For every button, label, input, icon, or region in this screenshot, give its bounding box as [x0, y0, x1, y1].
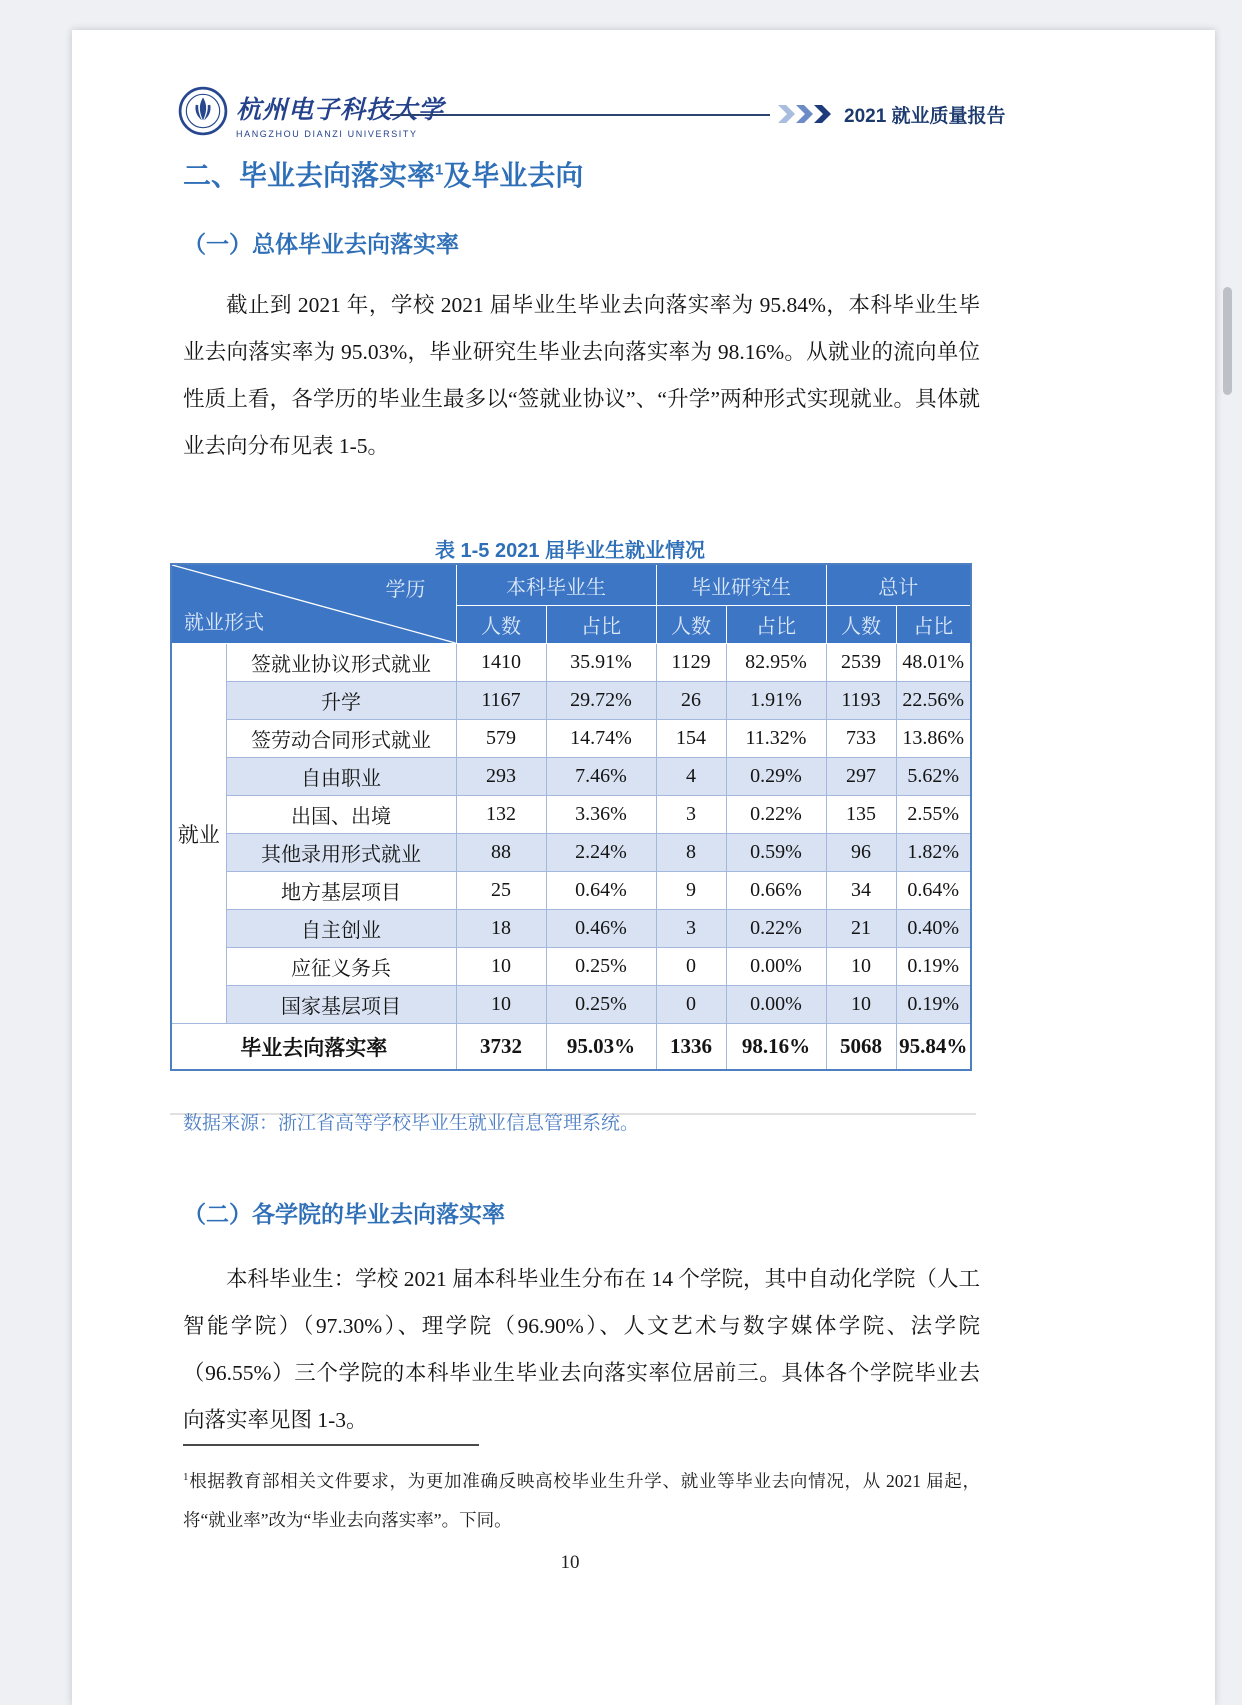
cell: 0.59% [726, 834, 826, 872]
column-group-postgrad: 毕业研究生 [656, 564, 826, 606]
cell: 2.24% [546, 834, 656, 872]
row-label: 地方基层项目 [226, 872, 456, 910]
cell: 297 [826, 758, 896, 796]
university-name-cn: 杭州电子科技大学 [236, 95, 445, 124]
footnote-text: 根据教育部相关文件要求，为更加准确反映高校毕业生升学、就业等毕业去向情况，从 2021 届起，将“就业率”改为“毕业去向落实率”。下同。 [183, 1470, 980, 1530]
table-row [171, 872, 971, 910]
cell: 7.46% [546, 758, 656, 796]
cell: 3 [656, 796, 726, 834]
section2-paragraph: 本科毕业生：学校 2021 届本科毕业生分布在 14 个学院，其中自动化学院（人工智能学院）（97.30%）、理学院（96.90%）、人文艺术与数字媒体学院、法学院（96.55%）三个学院的本科毕业生毕业去向落实率位居前三。具体各个学院毕业去向落实率见图 1-3。 [183, 1267, 980, 1432]
cell: 0.46% [546, 910, 656, 948]
table-row [171, 720, 971, 758]
row-label: 签就业协议形式就业 [226, 644, 456, 682]
cell: 0 [656, 986, 726, 1024]
row-label: 自主创业 [226, 910, 456, 948]
table-corner-cell [171, 564, 456, 644]
cell: 29.72% [546, 682, 656, 720]
subheader-count: 人数 [656, 606, 726, 644]
subheader-ratio: 占比 [546, 606, 656, 644]
section2-heading: （二）各学院的毕业去向落实率 [183, 1201, 505, 1227]
cell: 0.00% [726, 986, 826, 1024]
row-label: 出国、出境 [226, 796, 456, 834]
cell: 0.29% [726, 758, 826, 796]
subheader-ratio: 占比 [896, 606, 971, 644]
cell: 14.74% [546, 720, 656, 758]
footnote-reference: 1 [435, 161, 444, 179]
page-title-prefix: 二、毕业去向落实率 [183, 160, 436, 191]
cell: 4 [656, 758, 726, 796]
cell: 1129 [656, 644, 726, 682]
corner-label-education: 学历 [385, 579, 426, 601]
row-label: 签劳动合同形式就业 [226, 720, 456, 758]
cell: 0.25% [546, 986, 656, 1024]
cell: 154 [656, 720, 726, 758]
corner-label-employment-form: 就业形式 [184, 612, 264, 634]
header-divider [390, 114, 770, 116]
table-title: 表 1-5 2021 届毕业生就业情况 [434, 540, 706, 562]
cell: 8 [656, 834, 726, 872]
subheader-count: 人数 [826, 606, 896, 644]
table-row [171, 834, 971, 872]
cell: 132 [456, 796, 546, 834]
cell: 0.66% [726, 872, 826, 910]
cell: 1336 [656, 1024, 726, 1071]
cell: 95.03% [546, 1024, 656, 1071]
cell: 10 [826, 986, 896, 1024]
cell: 0.00% [726, 948, 826, 986]
table-row [171, 682, 971, 720]
cell: 0.19% [896, 986, 971, 1024]
table-row [171, 986, 971, 1024]
section1-heading: （一）总体毕业去向落实率 [183, 231, 459, 257]
cell: 5.62% [896, 758, 971, 796]
cell: 48.01% [896, 644, 971, 682]
cell: 18 [456, 910, 546, 948]
column-group-total: 总计 [826, 564, 971, 606]
cell: 3 [656, 910, 726, 948]
cell: 25 [456, 872, 546, 910]
footnote-mark: 1 [183, 1471, 189, 1483]
table-total-row [171, 1024, 971, 1071]
cell: 2.55% [896, 796, 971, 834]
employment-table [170, 563, 972, 1071]
university-logo-icon [178, 86, 228, 136]
page [72, 30, 1215, 1705]
cell: 135 [826, 796, 896, 834]
cell: 11.32% [726, 720, 826, 758]
cell: 0.40% [896, 910, 971, 948]
cell: 0.22% [726, 796, 826, 834]
table-row [171, 910, 971, 948]
cell: 21 [826, 910, 896, 948]
section1-paragraph: 截止到 2021 年，学校 2021 届毕业生毕业去向落实率为 95.84%，本科毕业生毕业去向落实率为 95.03%，毕业研究生毕业去向落实率为 98.16%。从就业的流向单位性质上看，各学历的毕业生最多以“签就业协议”、“升学”两种形式实现就业。具体就业去向分布见表 1-5。 [183, 293, 980, 458]
scrollbar[interactable] [1223, 287, 1232, 395]
total-row-label: 毕业去向落实率 [171, 1024, 456, 1071]
cell: 98.16% [726, 1024, 826, 1071]
page-title [183, 154, 583, 194]
cell: 22.56% [896, 682, 971, 720]
cell: 34 [826, 872, 896, 910]
cell: 2539 [826, 644, 896, 682]
column-group-undergrad: 本科毕业生 [456, 564, 656, 606]
cell: 579 [456, 720, 546, 758]
row-label: 应征义务兵 [226, 948, 456, 986]
cell: 0 [656, 948, 726, 986]
cell: 0.25% [546, 948, 656, 986]
subheader-ratio: 占比 [726, 606, 826, 644]
cell: 5068 [826, 1024, 896, 1071]
row-label: 自由职业 [226, 758, 456, 796]
cell: 35.91% [546, 644, 656, 682]
row-label: 国家基层项目 [226, 986, 456, 1024]
cell: 0.19% [896, 948, 971, 986]
cell: 10 [826, 948, 896, 986]
cell: 10 [456, 948, 546, 986]
cell: 26 [656, 682, 726, 720]
cell: 293 [456, 758, 546, 796]
cell: 0.22% [726, 910, 826, 948]
cell: 0.64% [896, 872, 971, 910]
table-row [171, 796, 971, 834]
table-row [171, 758, 971, 796]
cell: 733 [826, 720, 896, 758]
table-row [171, 644, 971, 682]
cell: 9 [656, 872, 726, 910]
data-source-note: 数据来源：浙江省高等学校毕业生就业信息管理系统。 [183, 1113, 640, 1134]
cell: 1193 [826, 682, 896, 720]
page-title-suffix: 及毕业去向 [443, 160, 584, 191]
cell: 1.91% [726, 682, 826, 720]
cell: 82.95% [726, 644, 826, 682]
cell: 1167 [456, 682, 546, 720]
row-group-label: 就业 [171, 644, 226, 1024]
footnote-divider [183, 1444, 479, 1446]
cell: 0.64% [546, 872, 656, 910]
cell: 96 [826, 834, 896, 872]
cell: 95.84% [896, 1024, 971, 1071]
page-number: 10 [560, 1552, 580, 1573]
footnote [183, 1458, 980, 1540]
cell: 88 [456, 834, 546, 872]
cell: 10 [456, 986, 546, 1024]
cell: 13.86% [896, 720, 971, 758]
report-badge: 2021 就业质量报告 [844, 106, 1006, 127]
cell: 1410 [456, 644, 546, 682]
cell: 3.36% [546, 796, 656, 834]
triple-chevron-icon [776, 104, 834, 124]
table-row [171, 948, 971, 986]
row-label: 升学 [226, 682, 456, 720]
cell: 1.82% [896, 834, 971, 872]
row-label: 其他录用形式就业 [226, 834, 456, 872]
subheader-count: 人数 [456, 606, 546, 644]
university-name-en: HANGZHOU DIANZI UNIVERSITY [236, 129, 418, 139]
cell: 3732 [456, 1024, 546, 1071]
